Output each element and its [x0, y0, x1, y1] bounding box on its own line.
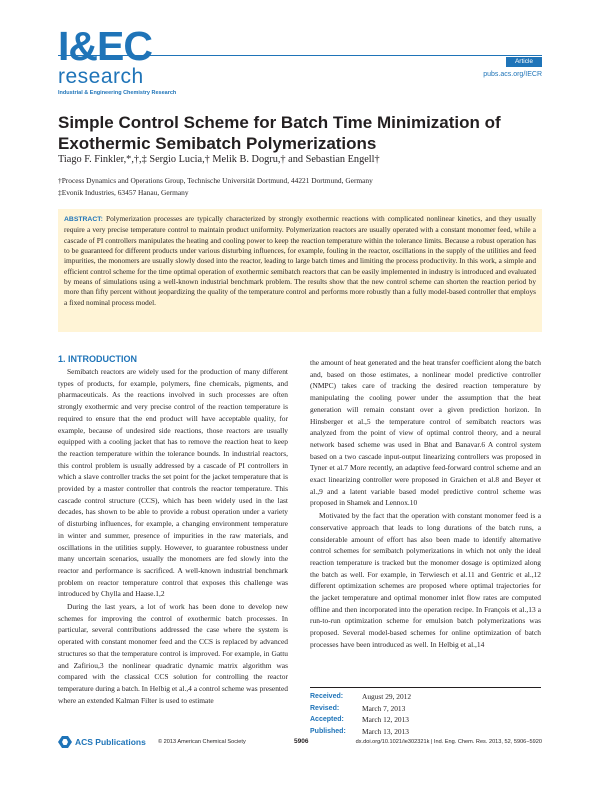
date-row-revised [310, 703, 541, 715]
paragraph: the amount of heat generated and the heat transfer coefficient along the batch and, based on those estimates, a nonlinear model predictive controller (NMPC) takes care of tracking the desired reaction temperature by manipulating the cooling power under the assumption that the heat generation will remain constant over a given prediction horizon. In Hinsberger et al.,5 the temperature control of semibatch reactors was analyzed from the point of view of optimal control theory, and a neural network based scheme was used in Bhat and Banavar.6 A control system based on a two cascade input-output linearizing controllers was proposed in Tyner et al.7 More recently, an adaptive feed-forward control scheme and an exact linearizing controller were proposed in Graichen et al.8 and Beyer et al.,9 and a latent variable based model predictive control scheme was proposed in Shamek and Lennox.10 [310, 358, 541, 508]
paragraph: Motivated by the fact that the operation with constant monomer feed is a conservative approach that leads to long durations of the batch runs, a considerable amount of effort has also been made to identify alternative control schemes for semibatch polymerizations in which not only the ideal reaction temperature is tracked but the monomer dosage is optimized along the batch as well. For example, in Terwiesch et al.11 and Gentric et al.,12 different optimization schemes are proposed where optimal trajectories for the jacket temperature and optimal monomer inlet flow rates are computed offline and then incorporated into the operation recipe. In François et al.,13 a run-to-run optimization scheme for emulsion batch polymerizations was proposed. Several model-based schemes for online optimization of batch processes have been introduced as well. In Helbig et al.,14 [310, 511, 541, 649]
affiliation-2: ‡Evonik Industries, 63457 Hanau, Germany [58, 188, 189, 197]
paragraph: Semibatch reactors are widely used for the production of many different types of products, for example, polymers, fine chemicals, pigments, and pharmaceuticals. As the reactions involved in such processes are often strongly exothermic and very precise control of the reaction temperature is required to ensure that the end product will have acceptable quality, for example, because of undesired side reactions, those reactors are usually equipped with a cooling jacket that has to remove the reaction heat to keep the reaction temperature within the tolerance bounds. In industrial reactors, this control problem is usually addressed by a cascade of PI controllers in which a slave controller tracks the set point for the jacket temperature that is provided by a master controller that controls the reactor temperature. This cascade control structure (CCS), which has been widely used in the last decades, has shown to be able to provide a robust operation under a variety of disturbing influences, for example, a changing environment temperature in winter and summer, presence of impurities in the raw materials, and oscillations in the utilities supply. However, to guarantee robustness under many uncertain scenarios, usually the monomers are fed slowly into the reactor and performance is sacrificed. A well-known industrial benchmark problem on reactor temperature control that exposes this challenge was introduced by Chylla and Haase.1,2 [58, 367, 288, 599]
dates-rule [310, 687, 541, 688]
page-footer [58, 736, 542, 750]
journal-logo: I&EC [58, 23, 152, 69]
doi-citation-link[interactable]: dx.doi.org/10.1021/ie302321k | Ind. Eng. Chem. Res. 2013, 52, 5906−5920 [355, 739, 542, 745]
page-number: 5906 [294, 738, 309, 745]
abstract-box [58, 209, 542, 332]
journal-logo-tagline: Industrial & Engineering Chemistry Research [58, 90, 177, 96]
acs-publications-text: ACS Publications [75, 737, 146, 747]
article-badge: Article [506, 57, 542, 67]
abstract-label: ABSTRACT: [64, 216, 103, 223]
affiliation-1: †Process Dynamics and Operations Group, Technische Universität Dortmund, 44221 Dortmund, Germany [58, 176, 373, 185]
abstract-text: Polymerization processes are typically characterized by strongly exothermic reactions with complicated nonlinear kinetics, and they usually require a very precise temperature control to maintain product uniformity. Polymerization reactors are usually operated with a constant monomer feed, while a cascade of PI controllers manipulates the heating and cooling power to keep the reaction temperature within the tolerance limits. Because a robust operation has to be guaranteed for different products under various disturbing influences, for example, fouling in the reactor, oscillations in the supply of the utilities and feed impurities, the monomers are usually slowly dosed into the reactor, leading to large batch times and limiting the process productivity. In this work, a simple and efficient control scheme for the time optimal operation of exothermic semibatch reactors that can be easily implemented in industry is introduced and evaluated by means of simulations using a well-known industrial benchmark problem. The results show that the new control scheme can shorten the reaction period by more than fifty percent without jeopardizing the quality of the temperature control and performs more robustly than a fully model-based controller that employs a fixed nominal process model. [64, 214, 536, 307]
author-list: Tiago F. Finkler,*,†,‡ Sergio Lucia,† Melik B. Dogru,† and Sebastian Engell† [58, 154, 380, 165]
acs-hexagon-icon [58, 736, 72, 748]
date-value: March 13, 2013 [362, 726, 410, 736]
publication-dates [310, 687, 541, 737]
date-label: Received: [310, 693, 344, 700]
journal-logo-sub: research [58, 65, 144, 88]
copyright: © 2013 American Chemical Society [158, 739, 246, 745]
paragraph: During the last years, a lot of work has been done to develop new schemes for improving the control of exothermic batch processes. In particular, several contributions addressed the case where the system is operated with constant monomer feed and the CCS is replaced by advanced structures so that the temperature control is improved. For example, in Gattu and Zafiriou,3 the nonlinear quadratic dynamic matrix algorithm was compared with the classical CCS solution for controlling the reactor temperature during a batch. In Helbig et al.,4 a control scheme was presented where an extended Kalman Filter is used to estimate [58, 602, 288, 705]
section-heading-introduction: 1. INTRODUCTION [58, 354, 138, 364]
journal-url-link[interactable]: pubs.acs.org/IECR [483, 71, 542, 78]
acs-publications-logo[interactable] [58, 736, 146, 748]
date-value: March 12, 2013 [362, 715, 410, 724]
date-row-received [310, 691, 541, 703]
left-column [58, 366, 288, 706]
date-value: August 29, 2012 [362, 692, 412, 701]
date-label: Revised: [310, 704, 340, 712]
right-column [310, 357, 541, 651]
date-label: Published: [310, 727, 346, 735]
paper-title: Simple Control Scheme for Batch Time Minimization of Exothermic Semibatch Polymerizations [58, 113, 501, 153]
date-label: Accepted: [310, 716, 344, 723]
date-value: March 7, 2013 [362, 703, 406, 713]
date-row-accepted [310, 714, 541, 726]
